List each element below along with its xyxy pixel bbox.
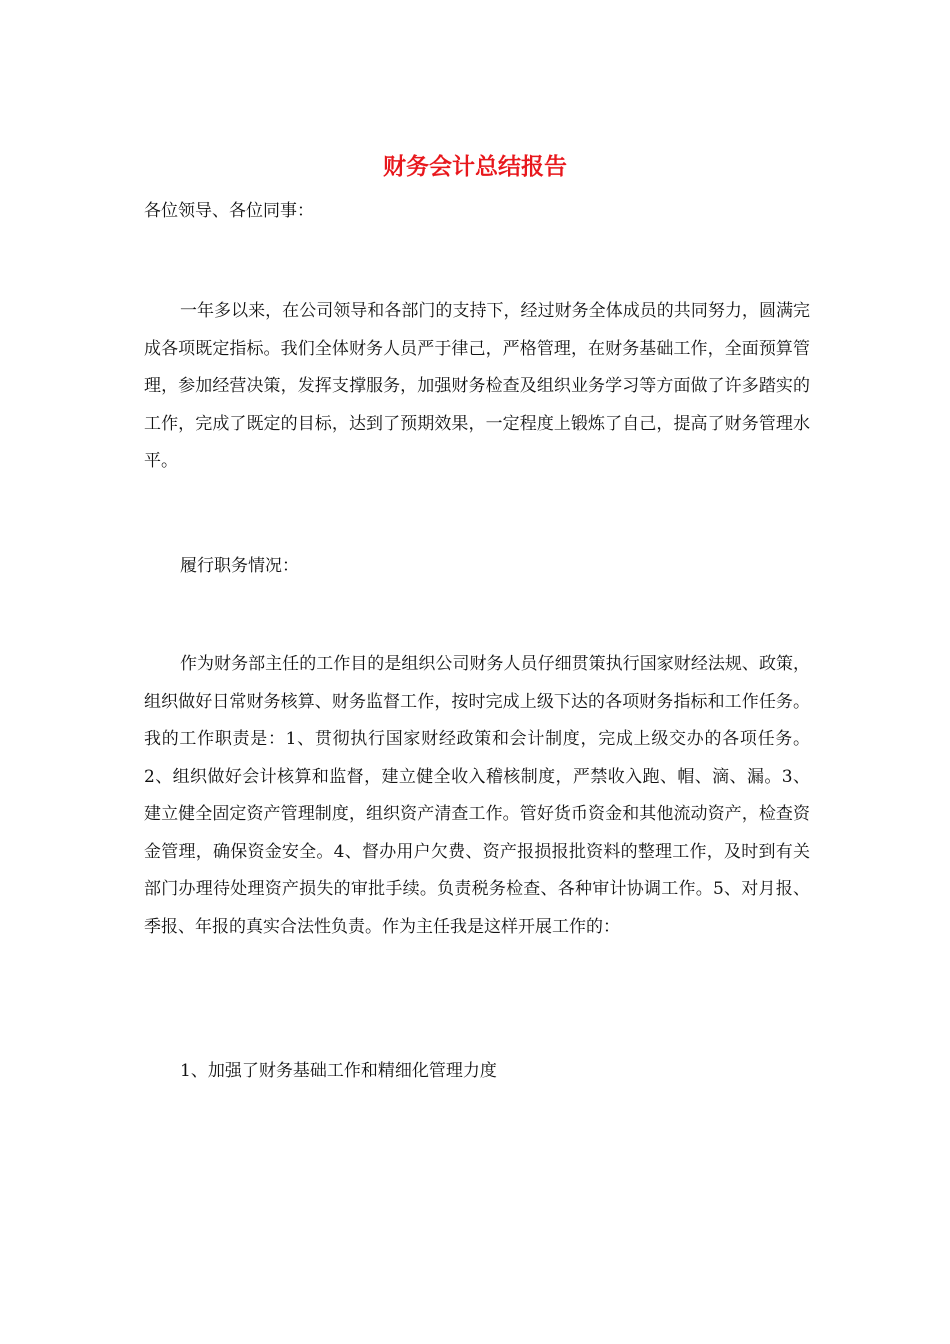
document-title: 财务会计总结报告	[383, 153, 567, 180]
list-item-1: 1、加强了财务基础工作和精细化管理力度	[180, 1061, 497, 1081]
section-heading-duties: 履行职务情况：	[180, 556, 299, 576]
paragraph-duties: 作为财务部主任的工作目的是组织公司财务人员仔细贯策执行国家财经法规、政策，组织做好日常财务核算、财务监督工作，按时完成上级下达的各项财务指标和工作任务。我的工作职责是：1、贯彻执行国家财经政策和会计制度，完成上级交办的各项任务。2、组织做好会计核算和监督，建立健全收入稽核制度，严禁收入跑、帽、滴、漏。3、建立健全固定资产管理制度，组织资产清查工作。管好货币资金和其他流动资产，检查资金管理，确保资金安全。4、督办用户欠费、资产报损报批资料的整理工作，及时到有关部门办理待处理资产损失的审批手续。负责税务检查、各种审计协调工作。5、对月报、季报、年报的真实合法性负责。作为主任我是这样开展工作的：	[144, 654, 810, 937]
salutation: 各位领导、各位同事：	[144, 201, 314, 221]
paragraph-intro: 一年多以来，在公司领导和各部门的支持下，经过财务全体成员的共同努力，圆满完成各项既定指标。我们全体财务人员严于律己，严格管理，在财务基础工作，全面预算管理，参加经营决策，发挥支撑服务，加强财务检查及组织业务学习等方面做了许多踏实的工作，完成了既定的目标，达到了预期效果，一定程度上锻炼了自己，提高了财务管理水平。	[144, 301, 810, 471]
